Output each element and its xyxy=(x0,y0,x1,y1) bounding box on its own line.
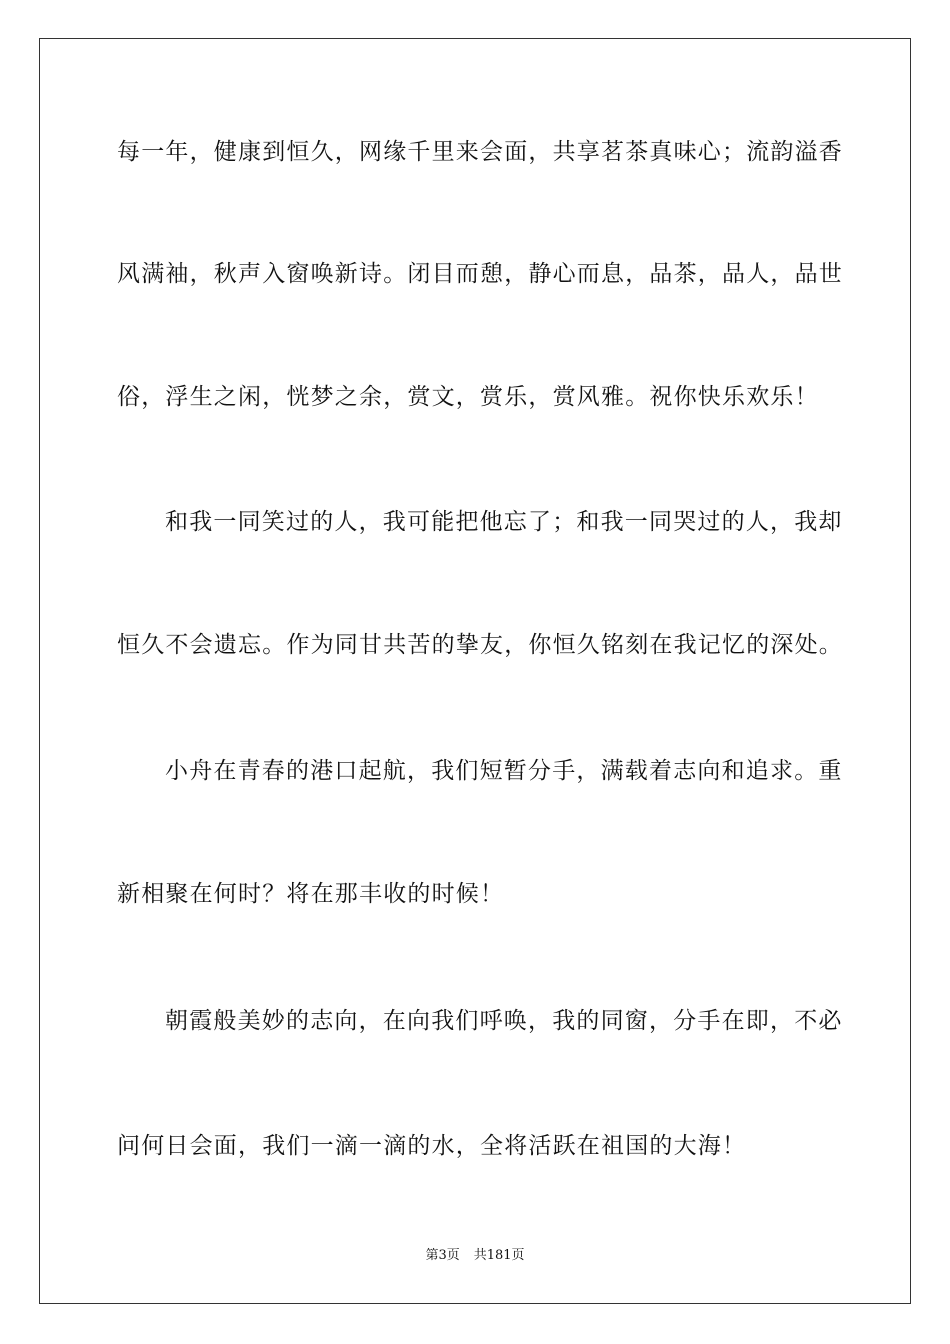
text-line: 风满袖，秋声入窗唤新诗。闭目而憩，静心而息，品茶，品人，品世 xyxy=(117,261,843,287)
text-line: 朝霞般美妙的志向，在向我们呼唤，我的同窗，分手在即，不必 xyxy=(165,1008,843,1034)
text-line: 俗，浮生之闲，恍梦之余，赏文，赏乐，赏风雅。祝你快乐欢乐！ xyxy=(117,384,819,410)
text-line: 新相聚在何时？将在那丰收的时候！ xyxy=(117,881,505,907)
page-border xyxy=(39,38,911,1304)
page-number: 第3页 xyxy=(425,1248,460,1263)
text-line: 和我一同笑过的人，我可能把他忘了；和我一同哭过的人，我却 xyxy=(165,509,843,535)
text-line: 小舟在青春的港口起航，我们短暂分手，满载着志向和追求。重 xyxy=(165,758,843,784)
text-line: 每一年，健康到恒久，网缘千里来会面，共享茗茶真味心；流韵溢香 xyxy=(117,139,843,165)
text-line: 问何日会面，我们一滴一滴的水，全将活跃在祖国的大海！ xyxy=(117,1133,747,1159)
text-line: 恒久不会遗忘。作为同甘共苦的挚友，你恒久铭刻在我记忆的深处。 xyxy=(117,632,843,658)
page-footer xyxy=(0,1247,950,1265)
page-total: 共181页 xyxy=(473,1248,525,1263)
